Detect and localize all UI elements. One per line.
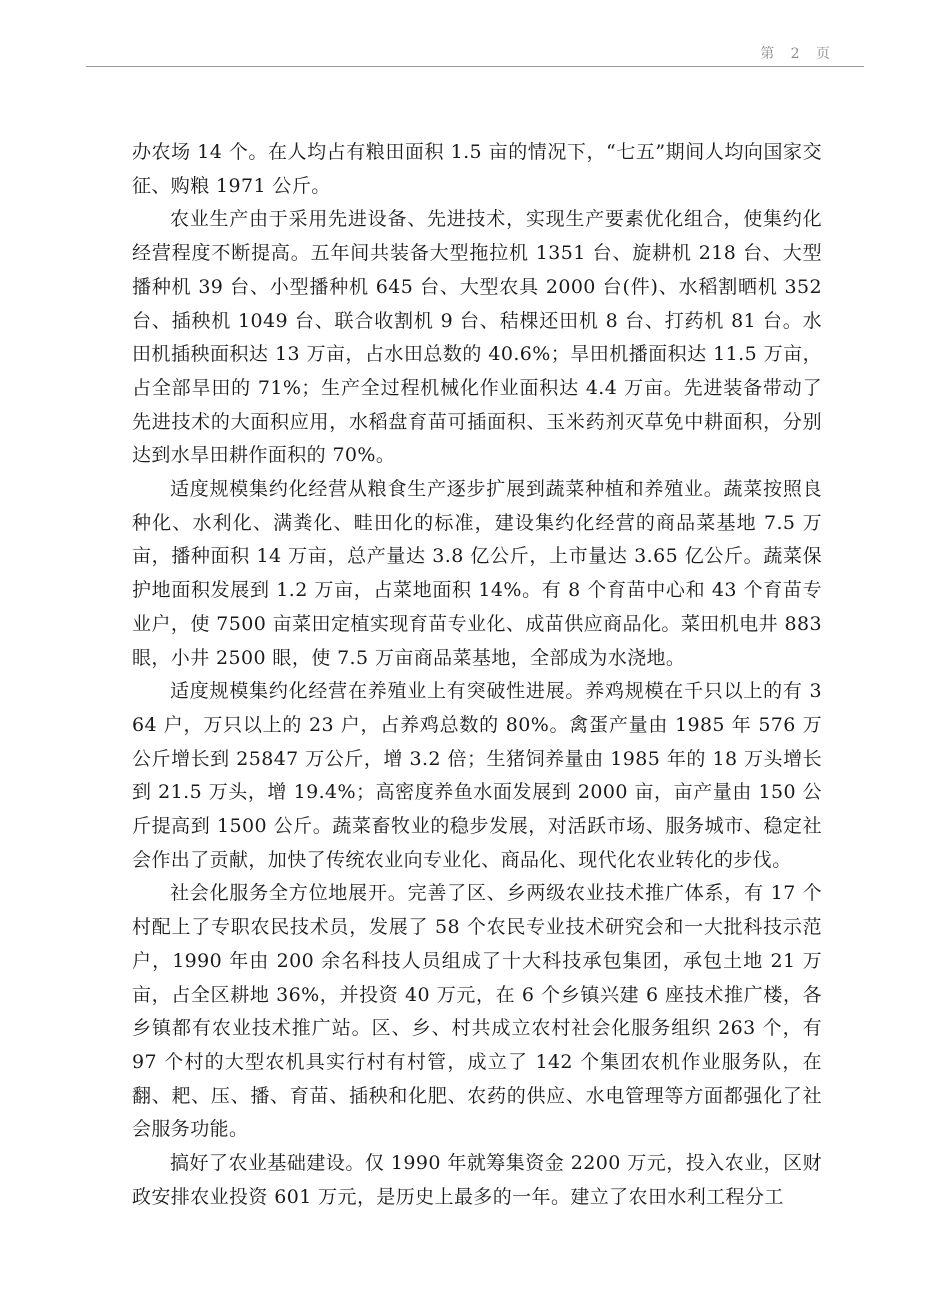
paragraph-6: 搞好了农业基础建设。仅 1990 年就筹集资金 2200 万元，投入农业，区财政安排农业投资 601 万元，是历史上最多的一年。建立了农田水利工程分工 <box>132 1152 822 1208</box>
paragraph-4: 适度规模集约化经营在养殖业上有突破性进展。养鸡规模在千只以上的有 364 户，万只以上的 23 户，占养鸡总数的 80%。禽蛋产量由 1985 年 576 万公斤增长到 25847 万公斤，增 3.2 倍；生猪饲养量由 1985 年的 18 万头增长到 21.5 万头，增 19.4%；高密度养鱼水面发展到 2000 亩，亩产量由 150 公斤提高到 1500 公斤。蔬菜畜牧业的稳步发展，对活跃市场、服务城市、稳定社会作出了贡献，加快了传统农业向专业化、商品化、现代化农业转化的步伐。 <box>132 680 822 871</box>
paragraph-3: 适度规模集约化经营从粮食生产逐步扩展到蔬菜种植和养殖业。蔬菜按照良种化、水利化、满粪化、畦田化的标准，建设集约化经营的商品菜基地 7.5 万亩，播种面积 14 万亩，总产量达 3.8 亿公斤，上市量达 3.65 亿公斤。蔬菜保护地面积发展到 1.2 万亩，占菜地面积 14%。有 8 个育苗中心和 43 个育苗专业户，使 7500 亩菜田定植实现育苗专业化、成苗供应商品化。菜田机电井 883 眼，小井 2500 眼，使 7.5 万亩商品菜基地，全部成为水浇地。 <box>132 478 822 669</box>
paragraph-1: 办农场 14 个。在人均占有粮田面积 1.5 亩的情况下，“七五”期间人均向国家交征、购粮 1971 公斤。 <box>132 141 822 197</box>
paragraph-5: 社会化服务全方位地展开。完善了区、乡两级农业技术推广体系，有 17 个村配上了专职农民技术员，发展了 58 个农民专业技术研究会和一大批科技示范户，1990 年由 200 余名科技人员组成了十大科技承包集团，承包土地 21 万亩，占全区耕地 36%，并投资 40 万元，在 6 个乡镇兴建 6 座技术推广楼，各乡镇都有农业技术推广站。区、乡、村共成立农村社会化服务组织 263 个，有 97 个村的大型农机具实行村有村管，成立了 142 个集团农机作业服务队，在翻、耙、压、播、育苗、插秧和化肥、农药的供应、水电管理等方面都强化了社会服务功能。 <box>132 882 822 1141</box>
document-body <box>132 136 822 1215</box>
paragraph-2: 农业生产由于采用先进设备、先进技术，实现生产要素优化组合，使集约化经营程度不断提高。五年间共装备大型拖拉机 1351 台、旋耕机 218 台、大型播种机 39 台、小型播种机 645 台、大型农具 2000 台(件)、水稻割晒机 352 台、插秧机 1049 台、联合收割机 9 台、秸棵还田机 8 台、打药机 81 台。水田机插秧面积达 13 万亩，占水田总数的 40.6%；旱田机播面积达 11.5 万亩，占全部旱田的 71%；生产全过程机械化作业面积达 4.4 万亩。先进装备带动了先进技术的大面积应用，水稻盘育苗可插面积、玉米药剂灭草免中耕面积，分别达到水旱田耕作面积的 70%。 <box>132 208 822 467</box>
page-number: 第 2 页 <box>760 46 836 62</box>
page-header <box>86 38 864 67</box>
